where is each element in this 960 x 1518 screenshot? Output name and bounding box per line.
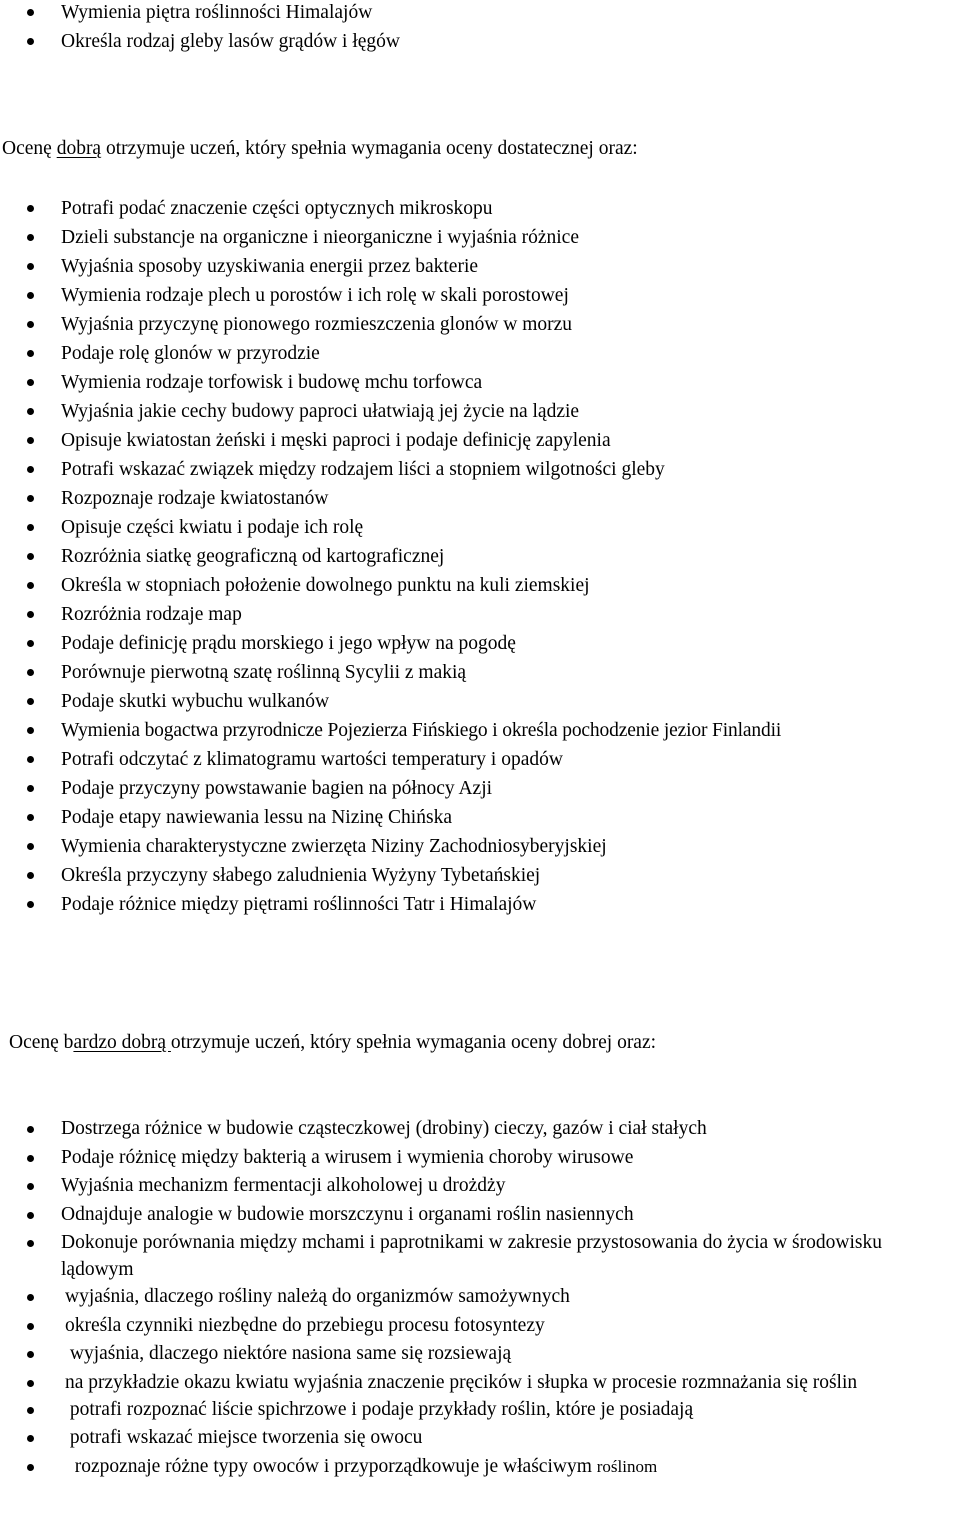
list-item bbox=[0, 0, 400, 27]
list-item-text: Rozróżnia rodzaje map bbox=[61, 604, 242, 625]
bullet-icon bbox=[27, 1240, 34, 1247]
list-item-text: rozpoznaje różne typy owoców i przyporządkowuje je właściwym bbox=[65, 1455, 597, 1477]
list-item bbox=[0, 339, 781, 368]
bullet-icon bbox=[27, 785, 34, 792]
list-item bbox=[0, 397, 781, 426]
bullet-icon bbox=[27, 814, 34, 821]
list-item bbox=[0, 484, 781, 513]
bullet-icon bbox=[27, 872, 34, 879]
list-item bbox=[0, 629, 781, 658]
bullet-icon bbox=[27, 698, 34, 705]
list-item-text: Podaje definicję prądu morskiego i jego wpływ na pogodę bbox=[61, 633, 516, 654]
list-item-text: Potrafi podać znaczenie części optycznych mikroskopu bbox=[61, 198, 493, 219]
bullet-icon bbox=[27, 843, 34, 850]
bullet-icon bbox=[27, 756, 34, 763]
list-item bbox=[0, 716, 781, 745]
list-item bbox=[0, 571, 781, 600]
list-item bbox=[0, 658, 781, 687]
bullet-icon bbox=[27, 1435, 34, 1442]
bullet-icon bbox=[27, 611, 34, 618]
list-item-text: na przykładzie okazu kwiatu wyjaśnia znaczenie pręcików i słupka w procesie rozmnażania się roślin bbox=[65, 1371, 858, 1393]
list-item-text-small: roślinom bbox=[596, 1456, 658, 1476]
list-item-text: Wyjaśnia mechanizm fermentacji alkoholowej u drożdży bbox=[61, 1175, 506, 1196]
bullet-icon bbox=[27, 38, 34, 45]
bullet-icon bbox=[27, 321, 34, 328]
list-item-text: Odnajduje analogie w budowie morszczynu i organami roślin nasiennych bbox=[61, 1203, 634, 1225]
top-list bbox=[0, 0, 400, 56]
bullet-icon bbox=[27, 263, 34, 270]
bullet-icon bbox=[27, 582, 34, 589]
list-item-text: Dokonuje porównania między mchami i paprotnikami w zakresie przystosowania do życia w środowisku lądowym bbox=[61, 1232, 882, 1280]
bullet-icon bbox=[27, 292, 34, 299]
list-item bbox=[0, 1172, 951, 1201]
bullet-icon bbox=[27, 1323, 34, 1330]
list-item bbox=[0, 1424, 951, 1453]
list-item bbox=[0, 774, 781, 803]
list-item-text: Wymienia piętra roślinności Himalajów bbox=[61, 2, 373, 23]
list-item-text: Podaje różnice między piętrami roślinności Tatr i Himalajów bbox=[61, 894, 537, 915]
list-item bbox=[0, 861, 781, 890]
list-item-text: Opisuje części kwiatu i podaje ich rolę bbox=[61, 517, 364, 538]
list-item-text: Opisuje kwiatostan żeński i męski paproci i podaje definicję zapylenia bbox=[61, 430, 611, 451]
bullet-icon bbox=[27, 669, 34, 676]
bullet-icon bbox=[27, 524, 34, 531]
list-item bbox=[0, 513, 781, 542]
bullet-icon bbox=[27, 408, 34, 415]
list-item bbox=[0, 1201, 951, 1230]
bullet-icon bbox=[27, 350, 34, 357]
list-item bbox=[0, 687, 781, 716]
list-item bbox=[0, 368, 781, 397]
good-requirements-list bbox=[0, 194, 781, 919]
bullet-icon bbox=[27, 1464, 34, 1471]
list-item-text: Rozpoznaje rodzaje kwiatostanów bbox=[61, 488, 329, 509]
list-item bbox=[0, 803, 781, 832]
list-item bbox=[0, 1340, 951, 1369]
list-item-text: Wymienia bogactwa przyrodnicze Pojezierza Fińskiego i określa pochodzenie jezior Finlandii bbox=[61, 720, 782, 741]
list-item-text: określa czynniki niezbędne do przebiegu procesu fotosyntezy bbox=[65, 1314, 545, 1336]
list-item-text: Potrafi wskazać związek między rodzajem liści a stopniem wilgotności gleby bbox=[61, 459, 665, 480]
bullet-icon bbox=[27, 1212, 34, 1219]
very-good-requirements-list bbox=[0, 1115, 951, 1481]
list-item bbox=[0, 27, 400, 56]
bullet-icon bbox=[27, 1407, 34, 1414]
list-item bbox=[0, 1115, 951, 1144]
list-item bbox=[0, 1144, 951, 1173]
bullet-icon bbox=[27, 379, 34, 386]
list-item bbox=[0, 281, 781, 310]
list-item-text: Wymienia rodzaje plech u porostów i ich rolę w skali porostowej bbox=[61, 285, 569, 306]
list-item-text: Wymienia charakterystyczne zwierzęta Niziny Zachodniosyberyjskiej bbox=[61, 836, 607, 857]
grade-label: ardzo dobrą bbox=[73, 1032, 171, 1053]
list-item-text: Wyjaśnia jakie cechy budowy paproci ułatwiają jej życie na lądzie bbox=[61, 401, 580, 422]
list-item-text: Podaje różnicę między bakterią a wirusem i wymienia choroby wirusowe bbox=[61, 1146, 634, 1168]
list-item bbox=[0, 1453, 951, 1482]
list-item bbox=[0, 426, 781, 455]
bullet-icon bbox=[27, 640, 34, 647]
list-item bbox=[0, 890, 781, 919]
bullet-icon bbox=[27, 9, 34, 16]
list-item bbox=[0, 455, 781, 484]
list-item-text: Podaje skutki wybuchu wulkanów bbox=[61, 691, 330, 712]
very-good-grade-heading: Ocenę bardzo dobrą otrzymuje uczeń, który spełnia wymagania oceny dobrej oraz: bbox=[9, 1032, 657, 1053]
bullet-icon bbox=[27, 495, 34, 502]
bullet-icon bbox=[27, 466, 34, 473]
list-item-text: Dzieli substancje na organiczne i nieorganiczne i wyjaśnia różnice bbox=[61, 227, 579, 248]
list-item bbox=[0, 542, 781, 571]
bullet-icon bbox=[27, 234, 34, 241]
list-item-text: Rozróżnia siatkę geograficzną od kartograficznej bbox=[61, 546, 445, 567]
bullet-icon bbox=[27, 1380, 34, 1387]
list-item bbox=[0, 600, 781, 629]
list-item bbox=[0, 310, 781, 339]
list-item bbox=[0, 223, 781, 252]
bullet-icon bbox=[27, 553, 34, 560]
list-item bbox=[0, 194, 781, 223]
bullet-icon bbox=[27, 727, 34, 734]
list-item bbox=[0, 1283, 951, 1312]
list-item-text: Podaje rolę glonów w przyrodzie bbox=[61, 343, 320, 364]
bullet-icon bbox=[27, 1126, 34, 1133]
list-item-text: Określa rodzaj gleby lasów grądów i łęgów bbox=[61, 31, 400, 52]
list-item bbox=[0, 1369, 951, 1396]
list-item-text: wyjaśnia, dlaczego rośliny należą do organizmów samożywnych bbox=[65, 1286, 570, 1307]
list-item-text: Określa przyczyny słabego zaludnienia Wyżyny Tybetańskiej bbox=[61, 865, 541, 886]
list-item-text: potrafi rozpoznać liście spichrzowe i podaje przykłady roślin, które je posiadają bbox=[65, 1398, 694, 1420]
list-item bbox=[0, 252, 781, 281]
good-grade-heading: Ocenę dobrą otrzymuje uczeń, który spełnia wymagania oceny dostatecznej oraz: bbox=[2, 138, 638, 159]
bullet-icon bbox=[27, 1294, 34, 1301]
list-item-text: potrafi wskazać miejsce tworzenia się owocu bbox=[65, 1427, 423, 1448]
bullet-icon bbox=[27, 901, 34, 908]
list-item-text: Podaje etapy nawiewania lessu na Nizinę Chińska bbox=[61, 807, 452, 828]
list-item bbox=[0, 1312, 951, 1341]
list-item-text: Wyjaśnia przyczynę pionowego rozmieszczenia glonów w morzu bbox=[61, 314, 573, 335]
list-item-text: Dostrzega różnice w budowie cząsteczkowej (drobiny) cieczy, gazów i ciał stałych bbox=[61, 1118, 707, 1139]
list-item-text: Wyjaśnia sposoby uzyskiwania energii przez bakterie bbox=[61, 256, 479, 277]
list-item-text: Wymienia rodzaje torfowisk i budowę mchu torfowca bbox=[61, 372, 483, 393]
list-item-text: wyjaśnia, dlaczego niektóre nasiona same się rozsiewają bbox=[65, 1343, 512, 1364]
bullet-icon bbox=[27, 205, 34, 212]
grade-label: dobrą bbox=[56, 138, 102, 159]
bullet-icon bbox=[27, 1351, 34, 1358]
list-item-text: Potrafi odczytać z klimatogramu wartości temperatury i opadów bbox=[61, 749, 563, 770]
list-item bbox=[0, 745, 781, 774]
list-item bbox=[0, 1396, 951, 1425]
list-item bbox=[0, 1229, 951, 1283]
bullet-icon bbox=[27, 1155, 34, 1162]
bullet-icon bbox=[27, 437, 34, 444]
bullet-icon bbox=[27, 1183, 34, 1190]
list-item-text: Określa w stopniach położenie dowolnego punktu na kuli ziemskiej bbox=[61, 575, 590, 596]
list-item-text: Porównuje pierwotną szatę roślinną Sycylii z makią bbox=[61, 662, 467, 683]
list-item bbox=[0, 832, 781, 861]
list-item-text: Podaje przyczyny powstawanie bagien na północy Azji bbox=[61, 778, 493, 799]
